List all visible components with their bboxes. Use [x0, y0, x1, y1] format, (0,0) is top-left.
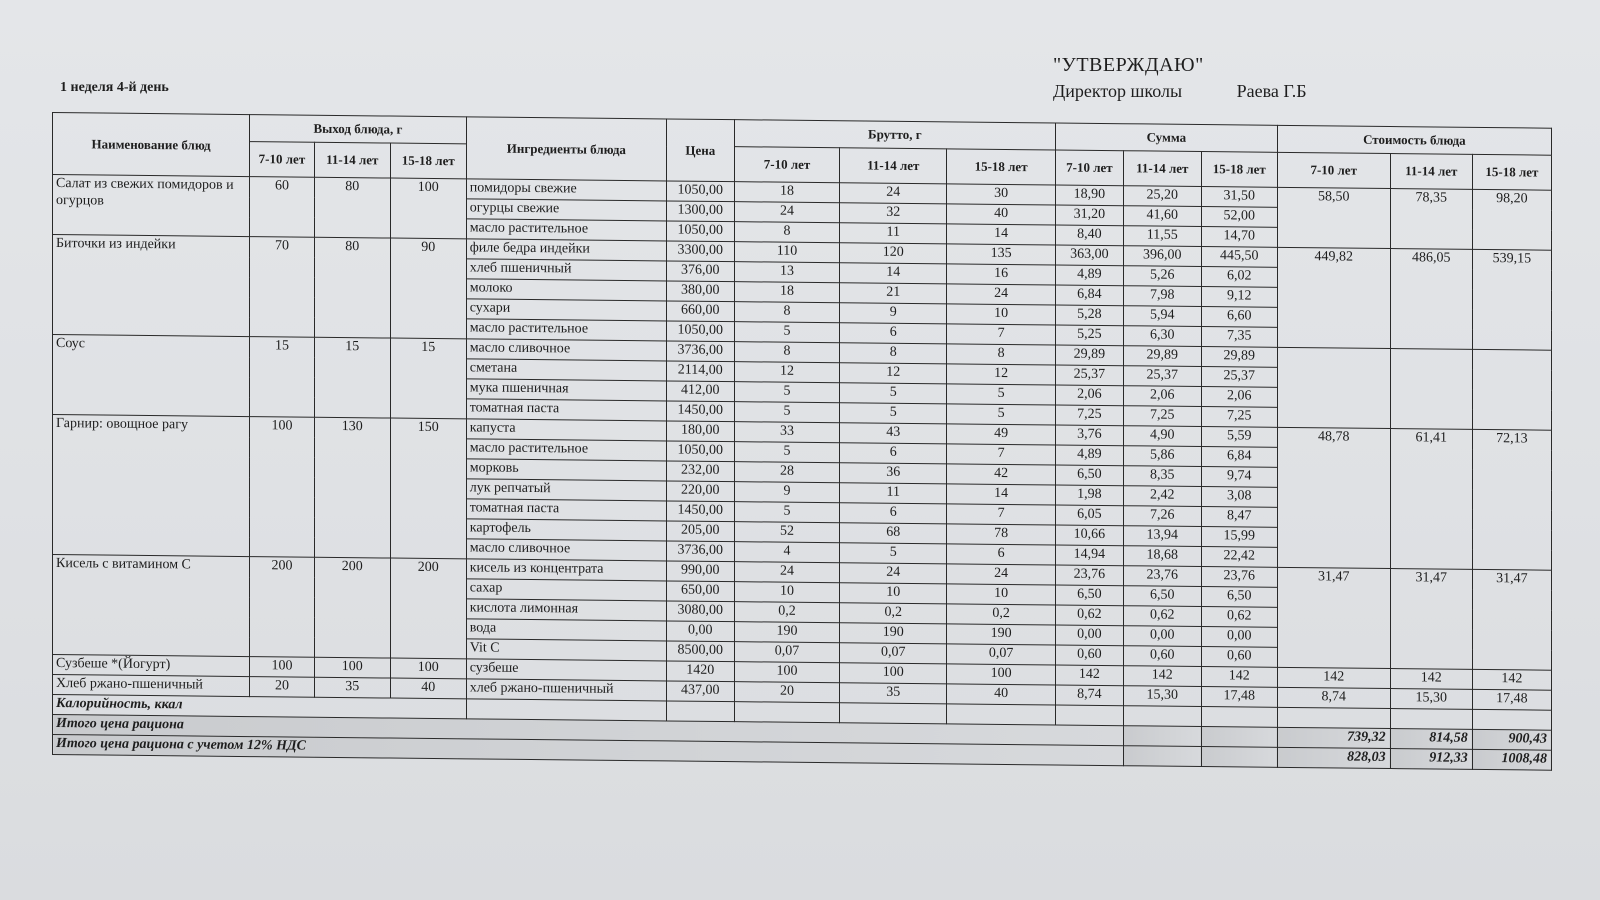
ingredient-gross: 33	[734, 422, 840, 443]
ingredient-price: 412,00	[666, 381, 734, 402]
ingredient-sum: 7,25	[1123, 406, 1201, 427]
ingredient-sum: 8,74	[1056, 685, 1124, 706]
ingredient-sum: 31,20	[1056, 205, 1124, 226]
dish-output: 80	[314, 177, 390, 238]
dish-output: 20	[250, 677, 315, 698]
ingredient-sum: 0,60	[1123, 646, 1201, 667]
ingredient-gross: 14	[947, 484, 1056, 505]
ingredient-gross: 120	[840, 243, 947, 264]
header-ingredients: Ингредиенты блюда	[466, 117, 666, 181]
ingredient-sum: 6,84	[1201, 447, 1277, 468]
ingredient-sum: 29,89	[1056, 345, 1124, 366]
ingredient-sum: 3,76	[1056, 425, 1124, 446]
ingredient-gross: 5	[734, 382, 840, 403]
ingredient-gross: 8	[734, 342, 840, 363]
ingredient-gross: 13	[734, 262, 840, 283]
dish-output: 130	[314, 417, 390, 558]
dish-output: 15	[390, 338, 466, 419]
dish-cost: 17,48	[1472, 689, 1551, 710]
ingredient-name: Vit C	[466, 639, 666, 661]
vat-label: Итого цена рациона с учетом 12% НДС	[53, 735, 1124, 766]
vat-value: 1008,48	[1472, 749, 1551, 770]
ingredient-gross: 100	[947, 664, 1056, 685]
dish-output: 200	[314, 557, 390, 658]
ingredient-sum: 2,06	[1201, 387, 1277, 408]
ingredient-name: сметана	[466, 359, 666, 381]
ingredient-gross: 42	[947, 464, 1056, 485]
ingredient-sum: 13,94	[1123, 526, 1201, 547]
dish-cost	[1277, 347, 1390, 428]
ingredient-price: 380,00	[666, 281, 734, 302]
ingredient-gross: 7	[947, 504, 1056, 525]
ingredient-name: масло сливочное	[466, 539, 666, 561]
ingredient-gross: 8	[840, 343, 947, 364]
ingredient-gross: 5	[840, 383, 947, 404]
ingredient-sum: 0,62	[1123, 606, 1201, 627]
dish-cost: 58,50	[1277, 187, 1390, 248]
ingredient-sum: 22,42	[1201, 547, 1277, 568]
vat-value: 828,03	[1277, 747, 1390, 768]
ingredient-gross: 11	[840, 483, 947, 504]
ingredient-sum: 1,98	[1056, 485, 1124, 506]
ingredient-sum: 2,06	[1123, 386, 1201, 407]
header-age: 15-18 лет	[390, 143, 466, 179]
ingredient-name: кислота лимонная	[466, 599, 666, 621]
ingredient-sum: 17,48	[1201, 687, 1277, 708]
ingredient-sum: 0,00	[1201, 627, 1277, 648]
ingredient-price: 3080,00	[666, 601, 734, 622]
ingredient-gross: 0,07	[840, 643, 947, 664]
ingredient-gross: 36	[840, 463, 947, 484]
header-age: 11-14 лет	[1390, 154, 1472, 190]
ingredient-sum: 5,94	[1123, 306, 1201, 327]
ingredient-gross: 40	[947, 684, 1056, 705]
ingredient-gross: 21	[840, 283, 947, 304]
ingredient-price: 1050,00	[666, 441, 734, 462]
ingredient-gross: 24	[840, 183, 947, 204]
ingredient-price: 220,00	[666, 481, 734, 502]
ingredient-sum: 7,26	[1123, 506, 1201, 527]
dish-cost: 449,82	[1277, 247, 1390, 348]
ingredient-price: 1050,00	[666, 221, 734, 242]
ingredient-sum: 7,25	[1056, 405, 1124, 426]
ingredient-gross: 8	[734, 302, 840, 323]
ingredient-name: масло растительное	[466, 319, 666, 341]
ingredient-sum: 6,50	[1056, 585, 1124, 606]
ingredient-name: мука пшеничная	[466, 379, 666, 401]
ingredient-price: 3736,00	[666, 541, 734, 562]
ingredient-gross: 5	[840, 403, 947, 424]
ingredient-gross: 135	[947, 244, 1056, 265]
ingredient-sum: 23,76	[1056, 565, 1124, 586]
ingredient-sum: 6,50	[1201, 587, 1277, 608]
ingredient-gross: 49	[947, 424, 1056, 445]
ingredient-sum: 18,68	[1123, 546, 1201, 567]
ingredient-price: 3300,00	[666, 241, 734, 262]
ingredient-gross: 11	[840, 223, 947, 244]
ingredient-gross: 35	[840, 683, 947, 704]
dish-output: 200	[250, 557, 315, 658]
dish-name: Хлеб ржано-пшеничный	[53, 675, 250, 697]
header-age: 15-18 лет	[1472, 154, 1551, 190]
ingredient-sum: 25,37	[1201, 367, 1277, 388]
header-age: 15-18 лет	[947, 149, 1056, 185]
ingredient-sum: 23,76	[1201, 567, 1277, 588]
ingredient-gross: 24	[734, 562, 840, 583]
dish-cost: 8,74	[1277, 687, 1390, 708]
ingredient-sum: 15,30	[1123, 686, 1201, 707]
dish-cost: 142	[1472, 669, 1551, 690]
ingredient-gross: 14	[840, 263, 947, 284]
ingredient-sum: 41,60	[1123, 206, 1201, 227]
ingredient-sum: 8,35	[1123, 466, 1201, 487]
ingredient-sum: 6,50	[1056, 465, 1124, 486]
menu-body	[53, 175, 1552, 711]
vat-value: 912,33	[1390, 749, 1472, 770]
header-age: 11-14 лет	[314, 142, 390, 178]
header-price: Цена	[666, 119, 734, 182]
ingredient-gross: 7	[947, 444, 1056, 465]
calories-label: Калорийность, ккал	[53, 695, 467, 719]
ingredient-gross: 7	[947, 324, 1056, 345]
ingredient-name: масло растительное	[466, 439, 666, 461]
ingredient-sum: 9,74	[1201, 467, 1277, 488]
header-dish: Наименование блюд	[53, 113, 250, 177]
header-age: 7-10 лет	[1056, 150, 1124, 186]
ingredient-sum: 4,89	[1056, 265, 1124, 286]
ingredient-sum: 15,99	[1201, 527, 1277, 548]
ingredient-sum: 6,60	[1201, 307, 1277, 328]
menu-table-wrap	[52, 112, 1552, 771]
ingredient-sum: 11,55	[1123, 226, 1201, 247]
ingredient-sum: 5,86	[1123, 446, 1201, 467]
ingredient-price: 650,00	[666, 581, 734, 602]
ingredient-sum: 29,89	[1201, 347, 1277, 368]
day-label: 1 неделя 4-й день	[60, 80, 169, 95]
ingredient-gross: 24	[947, 284, 1056, 305]
ingredient-name: капуста	[466, 419, 666, 441]
ingredient-gross: 190	[947, 624, 1056, 645]
ingredient-sum: 396,00	[1123, 246, 1201, 267]
ingredient-sum: 25,37	[1056, 365, 1124, 386]
ingredient-sum: 5,28	[1056, 305, 1124, 326]
ingredient-sum: 5,26	[1123, 266, 1201, 287]
ingredient-gross: 52	[734, 522, 840, 543]
approval-block	[1053, 54, 1307, 102]
approval-title: "УТВЕРЖДАЮ"	[1053, 54, 1204, 76]
total-value: 814,58	[1390, 729, 1472, 750]
ingredient-gross: 100	[734, 662, 840, 683]
ingredient-price: 180,00	[666, 421, 734, 442]
total-label: Итого цена рациона	[53, 715, 1124, 746]
ingredient-gross: 24	[947, 564, 1056, 585]
dish-output: 100	[250, 417, 315, 558]
ingredient-sum: 14,70	[1201, 227, 1277, 248]
ingredient-gross: 5	[734, 502, 840, 523]
header-sum: Сумма	[1056, 123, 1278, 152]
ingredient-price: 1050,00	[666, 181, 734, 202]
ingredient-sum: 5,59	[1201, 427, 1277, 448]
dish-output: 40	[390, 678, 466, 699]
ingredient-gross: 110	[734, 242, 840, 263]
ingredient-name: хлеб ржано-пшеничный	[466, 679, 666, 701]
ingredient-sum: 9,12	[1201, 287, 1277, 308]
ingredient-sum: 0,62	[1056, 605, 1124, 626]
ingredient-sum: 7,25	[1201, 407, 1277, 428]
ingredient-price: 2114,00	[666, 361, 734, 382]
ingredient-gross: 0,2	[840, 603, 947, 624]
ingredient-sum: 142	[1123, 666, 1201, 687]
ingredient-sum: 2,42	[1123, 486, 1201, 507]
ingredient-name: томатная паста	[466, 399, 666, 421]
ingredient-sum: 445,50	[1201, 247, 1277, 268]
ingredient-sum: 4,89	[1056, 445, 1124, 466]
dish-cost	[1472, 349, 1551, 430]
header-age: 11-14 лет	[1123, 151, 1201, 187]
ingredient-sum: 6,84	[1056, 285, 1124, 306]
ingredient-gross: 190	[734, 622, 840, 643]
ingredient-gross: 10	[947, 304, 1056, 325]
ingredient-name: хлеб пшеничный	[466, 259, 666, 281]
ingredient-gross: 0,2	[734, 602, 840, 623]
ingredient-gross: 5	[947, 404, 1056, 425]
ingredient-sum: 29,89	[1123, 346, 1201, 367]
header-age: 7-10 лет	[734, 147, 840, 183]
ingredient-gross: 18	[734, 182, 840, 203]
dish-output: 15	[250, 337, 315, 418]
dish-cost: 72,13	[1472, 429, 1551, 570]
ingredient-sum: 10,66	[1056, 525, 1124, 546]
ingredient-gross: 5	[947, 384, 1056, 405]
ingredient-sum: 6,30	[1123, 326, 1201, 347]
ingredient-sum: 0,60	[1201, 647, 1277, 668]
ingredient-sum: 6,50	[1123, 586, 1201, 607]
ingredient-name: лук репчатый	[466, 479, 666, 501]
dish-cost: 539,15	[1472, 249, 1551, 350]
ingredient-name: филе бедра индейки	[466, 239, 666, 261]
dish-output: 15	[314, 337, 390, 418]
ingredient-name: помидоры свежие	[466, 179, 666, 201]
ingredient-gross: 20	[734, 682, 840, 703]
dish-output: 70	[250, 237, 315, 338]
dish-output: 60	[250, 177, 315, 238]
ingredient-price: 0,00	[666, 621, 734, 642]
header-age: 11-14 лет	[840, 148, 947, 184]
ingredient-name: сахар	[466, 579, 666, 601]
ingredient-gross: 78	[947, 524, 1056, 545]
ingredient-gross: 6	[840, 323, 947, 344]
ingredient-gross: 10	[840, 583, 947, 604]
ingredient-price: 1450,00	[666, 501, 734, 522]
header-output: Выход блюда, г	[250, 115, 467, 144]
ingredient-price: 3736,00	[666, 341, 734, 362]
dish-name: Гарнир: овощное рагу	[53, 415, 250, 557]
ingredient-gross: 14	[947, 224, 1056, 245]
ingredient-gross: 18	[734, 282, 840, 303]
dish-name: Сузбеше *(Йогурт)	[53, 655, 250, 677]
ingredient-price: 205,00	[666, 521, 734, 542]
ingredient-gross: 100	[840, 663, 947, 684]
ingredient-sum: 25,37	[1123, 366, 1201, 387]
ingredient-gross: 43	[840, 423, 947, 444]
ingredient-gross: 10	[947, 584, 1056, 605]
ingredient-gross: 9	[734, 482, 840, 503]
ingredient-price: 8500,00	[666, 641, 734, 662]
ingredient-name: томатная паста	[466, 499, 666, 521]
ingredient-gross: 16	[947, 264, 1056, 285]
total-value: 900,43	[1472, 729, 1551, 750]
dish-output: 35	[314, 677, 390, 698]
ingredient-gross: 5	[840, 543, 947, 564]
dish-output: 200	[390, 558, 466, 659]
ingredient-gross: 6	[947, 544, 1056, 565]
ingredient-price: 376,00	[666, 261, 734, 282]
ingredient-sum: 31,50	[1201, 187, 1277, 208]
ingredient-gross: 5	[734, 402, 840, 423]
dish-cost: 31,47	[1472, 569, 1551, 670]
ingredient-sum: 6,02	[1201, 267, 1277, 288]
ingredient-sum: 0,00	[1123, 626, 1201, 647]
dish-cost: 98,20	[1472, 189, 1551, 250]
header-age: 7-10 лет	[250, 142, 315, 178]
dish-output: 80	[314, 237, 390, 338]
ingredient-sum: 8,40	[1056, 225, 1124, 246]
dish-cost	[1390, 349, 1472, 430]
ingredient-sum: 4,90	[1123, 426, 1201, 447]
ingredient-gross: 6	[840, 503, 947, 524]
ingredient-sum: 18,90	[1056, 185, 1124, 206]
ingredient-gross: 12	[734, 362, 840, 383]
ingredient-sum: 7,98	[1123, 286, 1201, 307]
ingredient-price: 990,00	[666, 561, 734, 582]
header-dish-cost: Стоимость блюда	[1277, 125, 1551, 155]
ingredient-gross: 4	[734, 542, 840, 563]
ingredient-name: кисель из концентрата	[466, 559, 666, 581]
total-value: 739,32	[1277, 727, 1390, 748]
ingredient-gross: 12	[840, 363, 947, 384]
dish-cost: 15,30	[1390, 689, 1472, 710]
header-age: 15-18 лет	[1201, 152, 1277, 188]
ingredient-gross: 24	[840, 563, 947, 584]
dish-output: 100	[390, 658, 466, 679]
dish-cost: 142	[1277, 667, 1390, 688]
ingredient-sum: 2,06	[1056, 385, 1124, 406]
dish-cost: 486,05	[1390, 249, 1472, 350]
dish-cost: 48,78	[1277, 427, 1390, 568]
ingredient-gross: 8	[947, 344, 1056, 365]
ingredient-sum: 8,47	[1201, 507, 1277, 528]
ingredient-gross: 8	[734, 222, 840, 243]
approval-position: Директор школы	[1053, 81, 1183, 101]
ingredient-gross: 28	[734, 462, 840, 483]
dish-name: Соус	[53, 335, 250, 417]
dish-name: Салат из свежих помидоров и огурцов	[53, 175, 250, 237]
header-gross: Брутто, г	[734, 120, 1055, 150]
ingredient-price: 1300,00	[666, 201, 734, 222]
ingredient-sum: 25,20	[1123, 186, 1201, 207]
ingredient-price: 1050,00	[666, 321, 734, 342]
ingredient-sum: 363,00	[1056, 245, 1124, 266]
ingredient-gross: 0,07	[734, 642, 840, 663]
ingredient-gross: 190	[840, 623, 947, 644]
ingredient-gross: 5	[734, 442, 840, 463]
ingredient-gross: 0,2	[947, 604, 1056, 625]
ingredient-price: 437,00	[666, 681, 734, 702]
ingredient-name: молоко	[466, 279, 666, 301]
ingredient-gross: 30	[947, 184, 1056, 205]
ingredient-gross: 24	[734, 202, 840, 223]
dish-name: Кисель с витамином С	[53, 555, 250, 657]
ingredient-gross: 40	[947, 204, 1056, 225]
dish-cost: 61,41	[1390, 429, 1472, 570]
ingredient-name: сухари	[466, 299, 666, 321]
ingredient-price: 660,00	[666, 301, 734, 322]
ingredient-gross: 9	[840, 303, 947, 324]
ingredient-sum: 3,08	[1201, 487, 1277, 508]
ingredient-name: вода	[466, 619, 666, 641]
ingredient-gross: 32	[840, 203, 947, 224]
ingredient-price: 1420	[666, 661, 734, 682]
header-age: 7-10 лет	[1277, 152, 1390, 188]
ingredient-gross: 0,07	[947, 644, 1056, 665]
ingredient-sum: 23,76	[1123, 566, 1201, 587]
ingredient-sum: 0,00	[1056, 625, 1124, 646]
dish-output: 150	[390, 418, 466, 559]
ingredient-sum: 142	[1056, 665, 1124, 686]
dish-output: 90	[390, 238, 466, 339]
ingredient-name: морковь	[466, 459, 666, 481]
ingredient-gross: 10	[734, 582, 840, 603]
menu-table	[52, 112, 1552, 771]
ingredient-sum: 0,62	[1201, 607, 1277, 628]
dish-cost: 142	[1390, 669, 1472, 690]
ingredient-price: 232,00	[666, 461, 734, 482]
ingredient-name: масло сливочное	[466, 339, 666, 361]
dish-cost: 78,35	[1390, 189, 1472, 250]
approval-name: Раева Г.Б	[1236, 81, 1307, 101]
dish-cost: 31,47	[1390, 569, 1472, 670]
ingredient-name: масло растительное	[466, 219, 666, 241]
ingredient-sum: 142	[1201, 667, 1277, 688]
ingredient-sum: 6,05	[1056, 505, 1124, 526]
ingredient-sum: 52,00	[1201, 207, 1277, 228]
ingredient-name: сузбеше	[466, 659, 666, 681]
dish-cost: 31,47	[1277, 567, 1390, 668]
dish-output: 100	[314, 657, 390, 678]
ingredient-sum: 0,60	[1056, 645, 1124, 666]
ingredient-sum: 5,25	[1056, 325, 1124, 346]
ingredient-sum: 14,94	[1056, 545, 1124, 566]
dish-output: 100	[250, 657, 315, 678]
ingredient-price: 1450,00	[666, 401, 734, 422]
ingredient-gross: 12	[947, 364, 1056, 385]
ingredient-name: огурцы свежие	[466, 199, 666, 221]
ingredient-name: картофель	[466, 519, 666, 541]
ingredient-sum: 7,35	[1201, 327, 1277, 348]
ingredient-gross: 68	[840, 523, 947, 544]
dish-name: Биточки из индейки	[53, 235, 250, 337]
dish-output: 100	[390, 178, 466, 239]
ingredient-gross: 5	[734, 322, 840, 343]
ingredient-gross: 6	[840, 443, 947, 464]
